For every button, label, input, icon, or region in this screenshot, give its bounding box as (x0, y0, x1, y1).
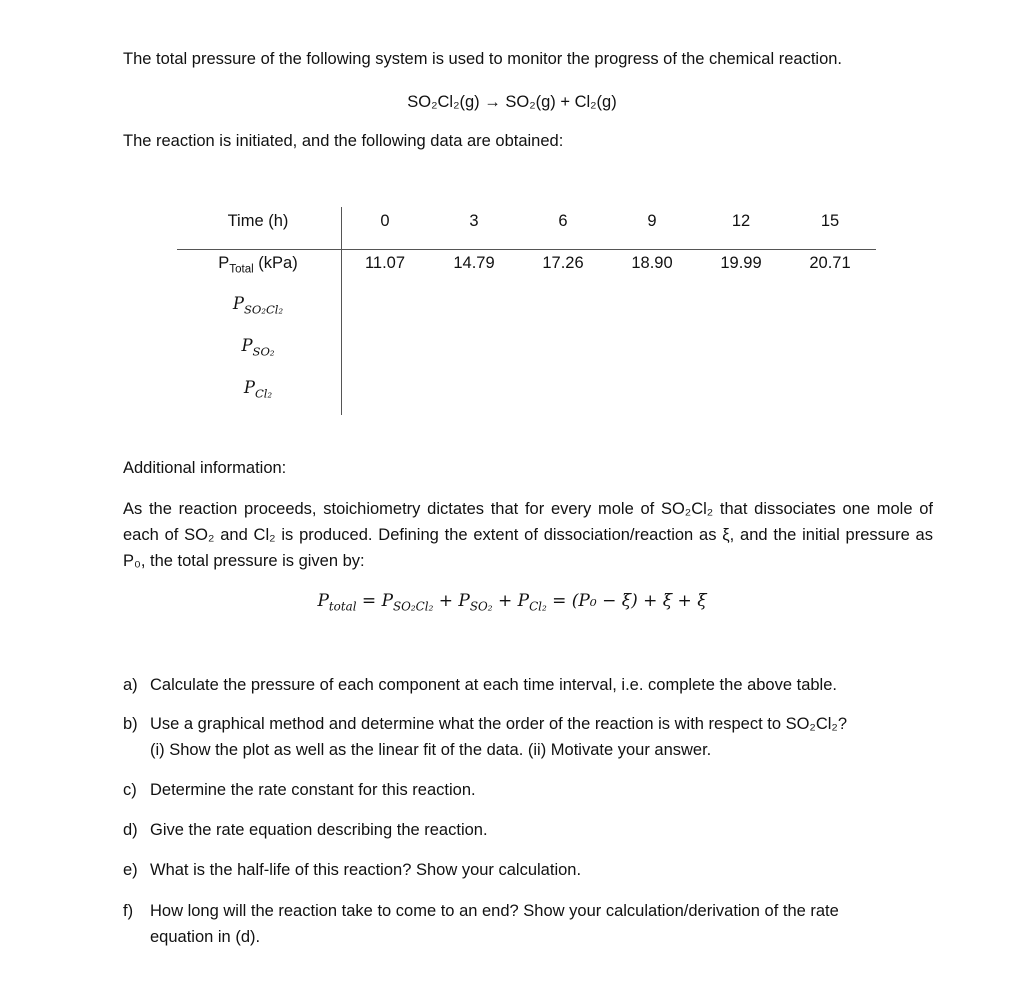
additional-heading: Additional information: (123, 459, 287, 477)
question-text: What is the half-life of this reaction? Show your calculation. (150, 861, 582, 879)
question-marker: b) (123, 715, 138, 733)
time-cell: 3 (469, 212, 479, 230)
question-text: Determine the rate constant for this reaction. (150, 781, 476, 799)
intro-line-1: The total pressure of the following system is used to monitor the progress of the chemical reaction. (123, 50, 843, 68)
question-marker: d) (123, 821, 138, 839)
table-vertical-rule (341, 207, 342, 415)
intro-line-2: The reaction is initiated, and the following data are obtained: (123, 132, 564, 150)
question-marker: a) (123, 676, 138, 694)
row-label-ptotal: $P_{Total}$ (kPa) (218, 254, 298, 276)
equation-reactant: SO₂Cl₂(g) (407, 93, 480, 111)
ptotal-cell: 18.90 (631, 254, 673, 272)
time-cell: 9 (647, 212, 657, 230)
question-text-continued: (i) Show the plot as well as the linear fit of the data. (ii) Motivate your answer. (150, 741, 712, 759)
equation-products: SO₂(g) + Cl₂(g) (505, 93, 617, 111)
ptotal-cell: 19.99 (720, 254, 762, 272)
question-marker: e) (123, 861, 138, 879)
table-horizontal-rule (177, 249, 876, 250)
question-text: Calculate the pressure of each component at each time interval, i.e. complete the above table. (150, 676, 837, 694)
time-cell: 6 (558, 212, 568, 230)
question-text-continued: equation in (d). (150, 928, 261, 946)
row-label-pso2cl2: $P_{SO_2Cl_2}$ (232, 294, 284, 317)
question-text: Use a graphical method and determine what the order of the reaction is with respect to SO₂Cl₂? (150, 715, 848, 733)
reaction-equation (0, 93, 1024, 112)
additional-paragraph: As the reaction proceeds, stoichiometry dictates that for every mole of SO₂Cl₂ that dissociates one mole of each of SO₂ and Cl₂ is produced. Defining the extent of dissociation/reaction as ξ, and the initial pressure as P₀, the total pressure is given by: (123, 500, 933, 570)
row-label-pso2: $P_{SO_2}$ (241, 336, 275, 359)
ptotal-cell: 17.26 (542, 254, 584, 272)
time-cell: 12 (731, 212, 751, 230)
row-label-time: Time (h) (227, 212, 289, 230)
question-marker: f) (123, 902, 134, 920)
question-text: Give the rate equation describing the reaction. (150, 821, 488, 839)
question-text: How long will the reaction take to come to an end? Show your calculation/derivation of the rate (150, 902, 839, 920)
time-cell: 15 (820, 212, 840, 230)
ptotal-cell: 14.79 (453, 254, 495, 272)
time-cell: 0 (380, 212, 390, 230)
total-pressure-formula: $P_{total} = P_{SO_2Cl_2} + P_{SO_2} + P_{Cl_2} = (P_0 - \xi) + \xi + \xi$ (317, 591, 707, 614)
ptotal-cell: 11.07 (364, 254, 406, 272)
equation-arrow: → (484, 93, 501, 111)
ptotal-cell: 20.71 (809, 254, 851, 272)
row-label-pcl2: $P_{Cl_2}$ (243, 378, 273, 401)
question-marker: c) (123, 781, 137, 799)
